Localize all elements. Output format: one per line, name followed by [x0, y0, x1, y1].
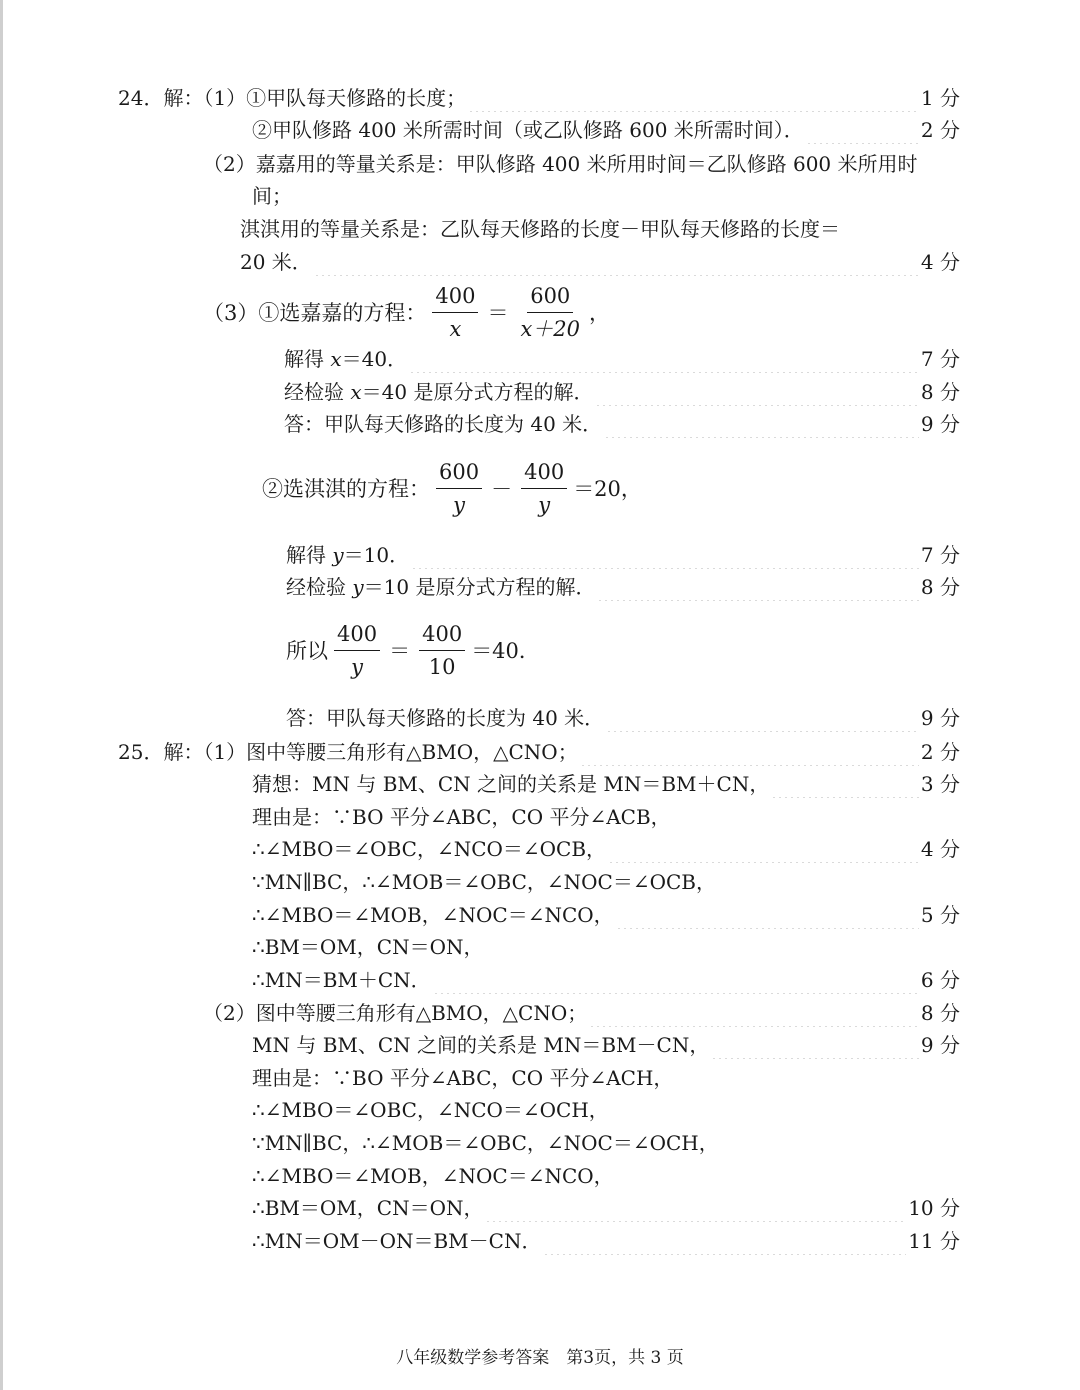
q25-part2-line-1: [203, 999, 960, 1027]
fraction: [432, 284, 478, 341]
q25-part2-line-3: 理由是：∵BO 平分∠ABC，CO 平分∠ACH，: [252, 1066, 674, 1090]
score: 11 分: [908, 1229, 960, 1253]
equals-sign: ＝: [389, 639, 411, 663]
solve-prefix: 解得: [286, 543, 333, 567]
q25-text: MN 与 BM、CN 之间的关系是 MN＝BM－CN，: [252, 1033, 710, 1057]
answer-text: 答：甲队每天修路的长度为 40 米．: [284, 412, 603, 436]
variable: y: [332, 543, 344, 567]
q24-part1-text-2: ②甲队修路 400 米所需时间（或乙队修路 600 米所需时间）．: [252, 118, 804, 142]
q25-line-5: ∵MN∥BC，∴∠MOB＝∠OBC，∠NOC＝∠OCB，: [252, 870, 717, 894]
score: 9 分: [920, 412, 960, 436]
score: 10 分: [908, 1196, 960, 1220]
q25-part2-line-5: ∵MN∥BC，∴∠MOB＝∠OBC，∠NOC＝∠OCH，: [252, 1131, 719, 1155]
variable: x: [330, 347, 342, 371]
score: 8 分: [920, 1001, 960, 1025]
score: 7 分: [920, 543, 960, 567]
q25-line-1: [118, 738, 960, 766]
q24-result-equation: [286, 614, 540, 686]
q24-part2-line-3: 淇淇用的等量关系是：乙队每天修路的长度－甲队每天修路的长度＝: [240, 217, 840, 241]
score: 9 分: [920, 706, 960, 730]
q24-check-1: [284, 378, 960, 406]
leader-dots: [485, 1194, 906, 1222]
score: 4 分: [920, 837, 960, 861]
denominator: 10: [428, 654, 456, 679]
solve-result: ＝10．: [343, 543, 410, 567]
q25-line-6: [252, 901, 960, 929]
q25-text: ∴MN＝BM＋CN．: [252, 968, 431, 992]
denominator: y: [453, 492, 465, 517]
solve-prefix: 解得: [284, 347, 331, 371]
q24-part3b-label: ②选淇淇的方程：: [262, 477, 430, 501]
leader-dots: [616, 901, 919, 929]
score: 7 分: [920, 347, 960, 371]
q24-part2-line-4: [240, 248, 960, 276]
numerator: 400: [432, 284, 478, 313]
leader-dots: [314, 248, 919, 276]
score: 9 分: [920, 1033, 960, 1057]
score: 3 分: [920, 772, 960, 796]
comma: ，: [589, 301, 611, 325]
q24-answer-2: [286, 704, 960, 732]
score: 8 分: [920, 575, 960, 599]
score: 1 分: [920, 86, 960, 110]
leader-dots: [771, 770, 919, 798]
numerator: 400: [334, 622, 380, 651]
equation-tail: ＝40．: [471, 639, 540, 663]
q24-equation-qiqi: [262, 452, 642, 524]
numerator: 400: [521, 460, 567, 489]
q24-solve-2: [286, 541, 960, 569]
numerator: 400: [419, 622, 465, 651]
q25-text: ∴MN＝OM－ON＝BM－CN．: [252, 1229, 542, 1253]
solve-result: ＝40．: [341, 347, 408, 371]
check-text: [286, 573, 595, 601]
leader-dots: [589, 999, 919, 1027]
leader-dots: [411, 541, 919, 569]
check-prefix: 经检验: [286, 575, 353, 599]
q25-line-4: [252, 835, 960, 863]
leader-dots: [409, 345, 919, 373]
leader-dots: [543, 1227, 906, 1255]
denominator: y: [351, 654, 363, 679]
score: 6 分: [920, 968, 960, 992]
solve-text: [286, 541, 409, 569]
numerator: 600: [527, 284, 573, 313]
q25-text: （2）图中等腰三角形有△BMO，△CNO；: [203, 1001, 588, 1025]
equation-tail: ＝20，: [573, 477, 642, 501]
q24-equation-jiajia: [203, 276, 610, 348]
q25-text: 猜想：MN 与 BM、CN 之间的关系是 MN＝BM＋CN，: [252, 772, 770, 796]
denominator: x＋20: [520, 316, 581, 341]
q25-part2-line-8: [252, 1227, 960, 1255]
denominator: x: [449, 316, 462, 341]
fraction: [521, 460, 567, 517]
check-result: ＝40 是原分式方程的解．: [361, 380, 594, 404]
check-text: [284, 378, 593, 406]
leader-dots: [468, 84, 919, 112]
fraction: [517, 284, 583, 341]
q25-text: ∴BM＝OM，CN＝ON，: [252, 1196, 484, 1220]
q25-part2-line-6: ∴∠MBO＝∠MOB，∠NOC＝∠NCO，: [252, 1164, 614, 1188]
q24-answer-1: [284, 410, 960, 438]
q25-text: 25．解：（1）图中等腰三角形有△BMO，△CNO；: [118, 740, 578, 764]
score: 5 分: [920, 903, 960, 927]
score: 4 分: [920, 250, 960, 274]
q24-solve-1: [284, 345, 960, 373]
leader-dots: [597, 573, 918, 601]
answer-text: 答：甲队每天修路的长度为 40 米．: [286, 706, 605, 730]
q24-line-2: [252, 116, 960, 144]
score: 2 分: [920, 118, 960, 142]
page-footer: 八年级数学参考答案 第3页，共 3 页: [396, 1348, 684, 1368]
page-edge: [0, 0, 3, 1390]
leader-dots: [806, 116, 919, 144]
q24-part2-line-2: 间；: [252, 184, 292, 208]
leader-dots: [608, 835, 919, 863]
leader-dots: [604, 410, 919, 438]
score: 8 分: [920, 380, 960, 404]
check-result: ＝10 是原分式方程的解．: [363, 575, 596, 599]
q25-text: ∴∠MBO＝∠OBC，∠NCO＝∠OCB，: [252, 837, 607, 861]
q24-part1-text: 24．解：（1）①甲队每天修路的长度；: [118, 86, 467, 110]
check-prefix: 经检验: [284, 380, 351, 404]
q25-part2-line-4: ∴∠MBO＝∠OBC，∠NCO＝∠OCH，: [252, 1098, 609, 1122]
q25-line-7: ∴BM＝OM，CN＝ON，: [252, 935, 484, 959]
fraction: [436, 460, 482, 517]
q24-part2-text-4: 20 米．: [240, 250, 312, 274]
variable: y: [352, 575, 364, 599]
q25-line-8: [252, 966, 960, 994]
q25-part2-line-2: [252, 1031, 960, 1059]
q25-text: ∴∠MBO＝∠MOB，∠NOC＝∠NCO，: [252, 903, 614, 927]
q24-part2-line-1: （2）嘉嘉用的等量关系是：甲队修路 400 米所用时间＝乙队修路 600 米所用时: [203, 152, 918, 176]
leader-dots: [711, 1031, 919, 1059]
numerator: 600: [436, 460, 482, 489]
leader-dots: [595, 378, 918, 406]
fraction: [334, 622, 380, 679]
fraction: [419, 622, 465, 679]
variable: x: [350, 380, 362, 404]
solve-text: [284, 345, 407, 373]
q25-line-3: 理由是：∵BO 平分∠ABC，CO 平分∠ACB，: [252, 805, 671, 829]
minus-sign: －: [491, 477, 513, 501]
q24-line-1: [118, 84, 960, 112]
q24-check-2: [286, 573, 960, 601]
denominator: y: [538, 492, 551, 517]
q24-part3-label: （3）①选嘉嘉的方程：: [203, 301, 427, 325]
equals-sign: ＝: [487, 301, 509, 325]
leader-dots: [580, 738, 919, 766]
leader-dots: [433, 966, 919, 994]
q25-line-2: [252, 770, 960, 798]
so-label: 所以: [286, 639, 328, 663]
score: 2 分: [920, 740, 960, 764]
leader-dots: [606, 704, 919, 732]
q25-part2-line-7: [252, 1194, 960, 1222]
